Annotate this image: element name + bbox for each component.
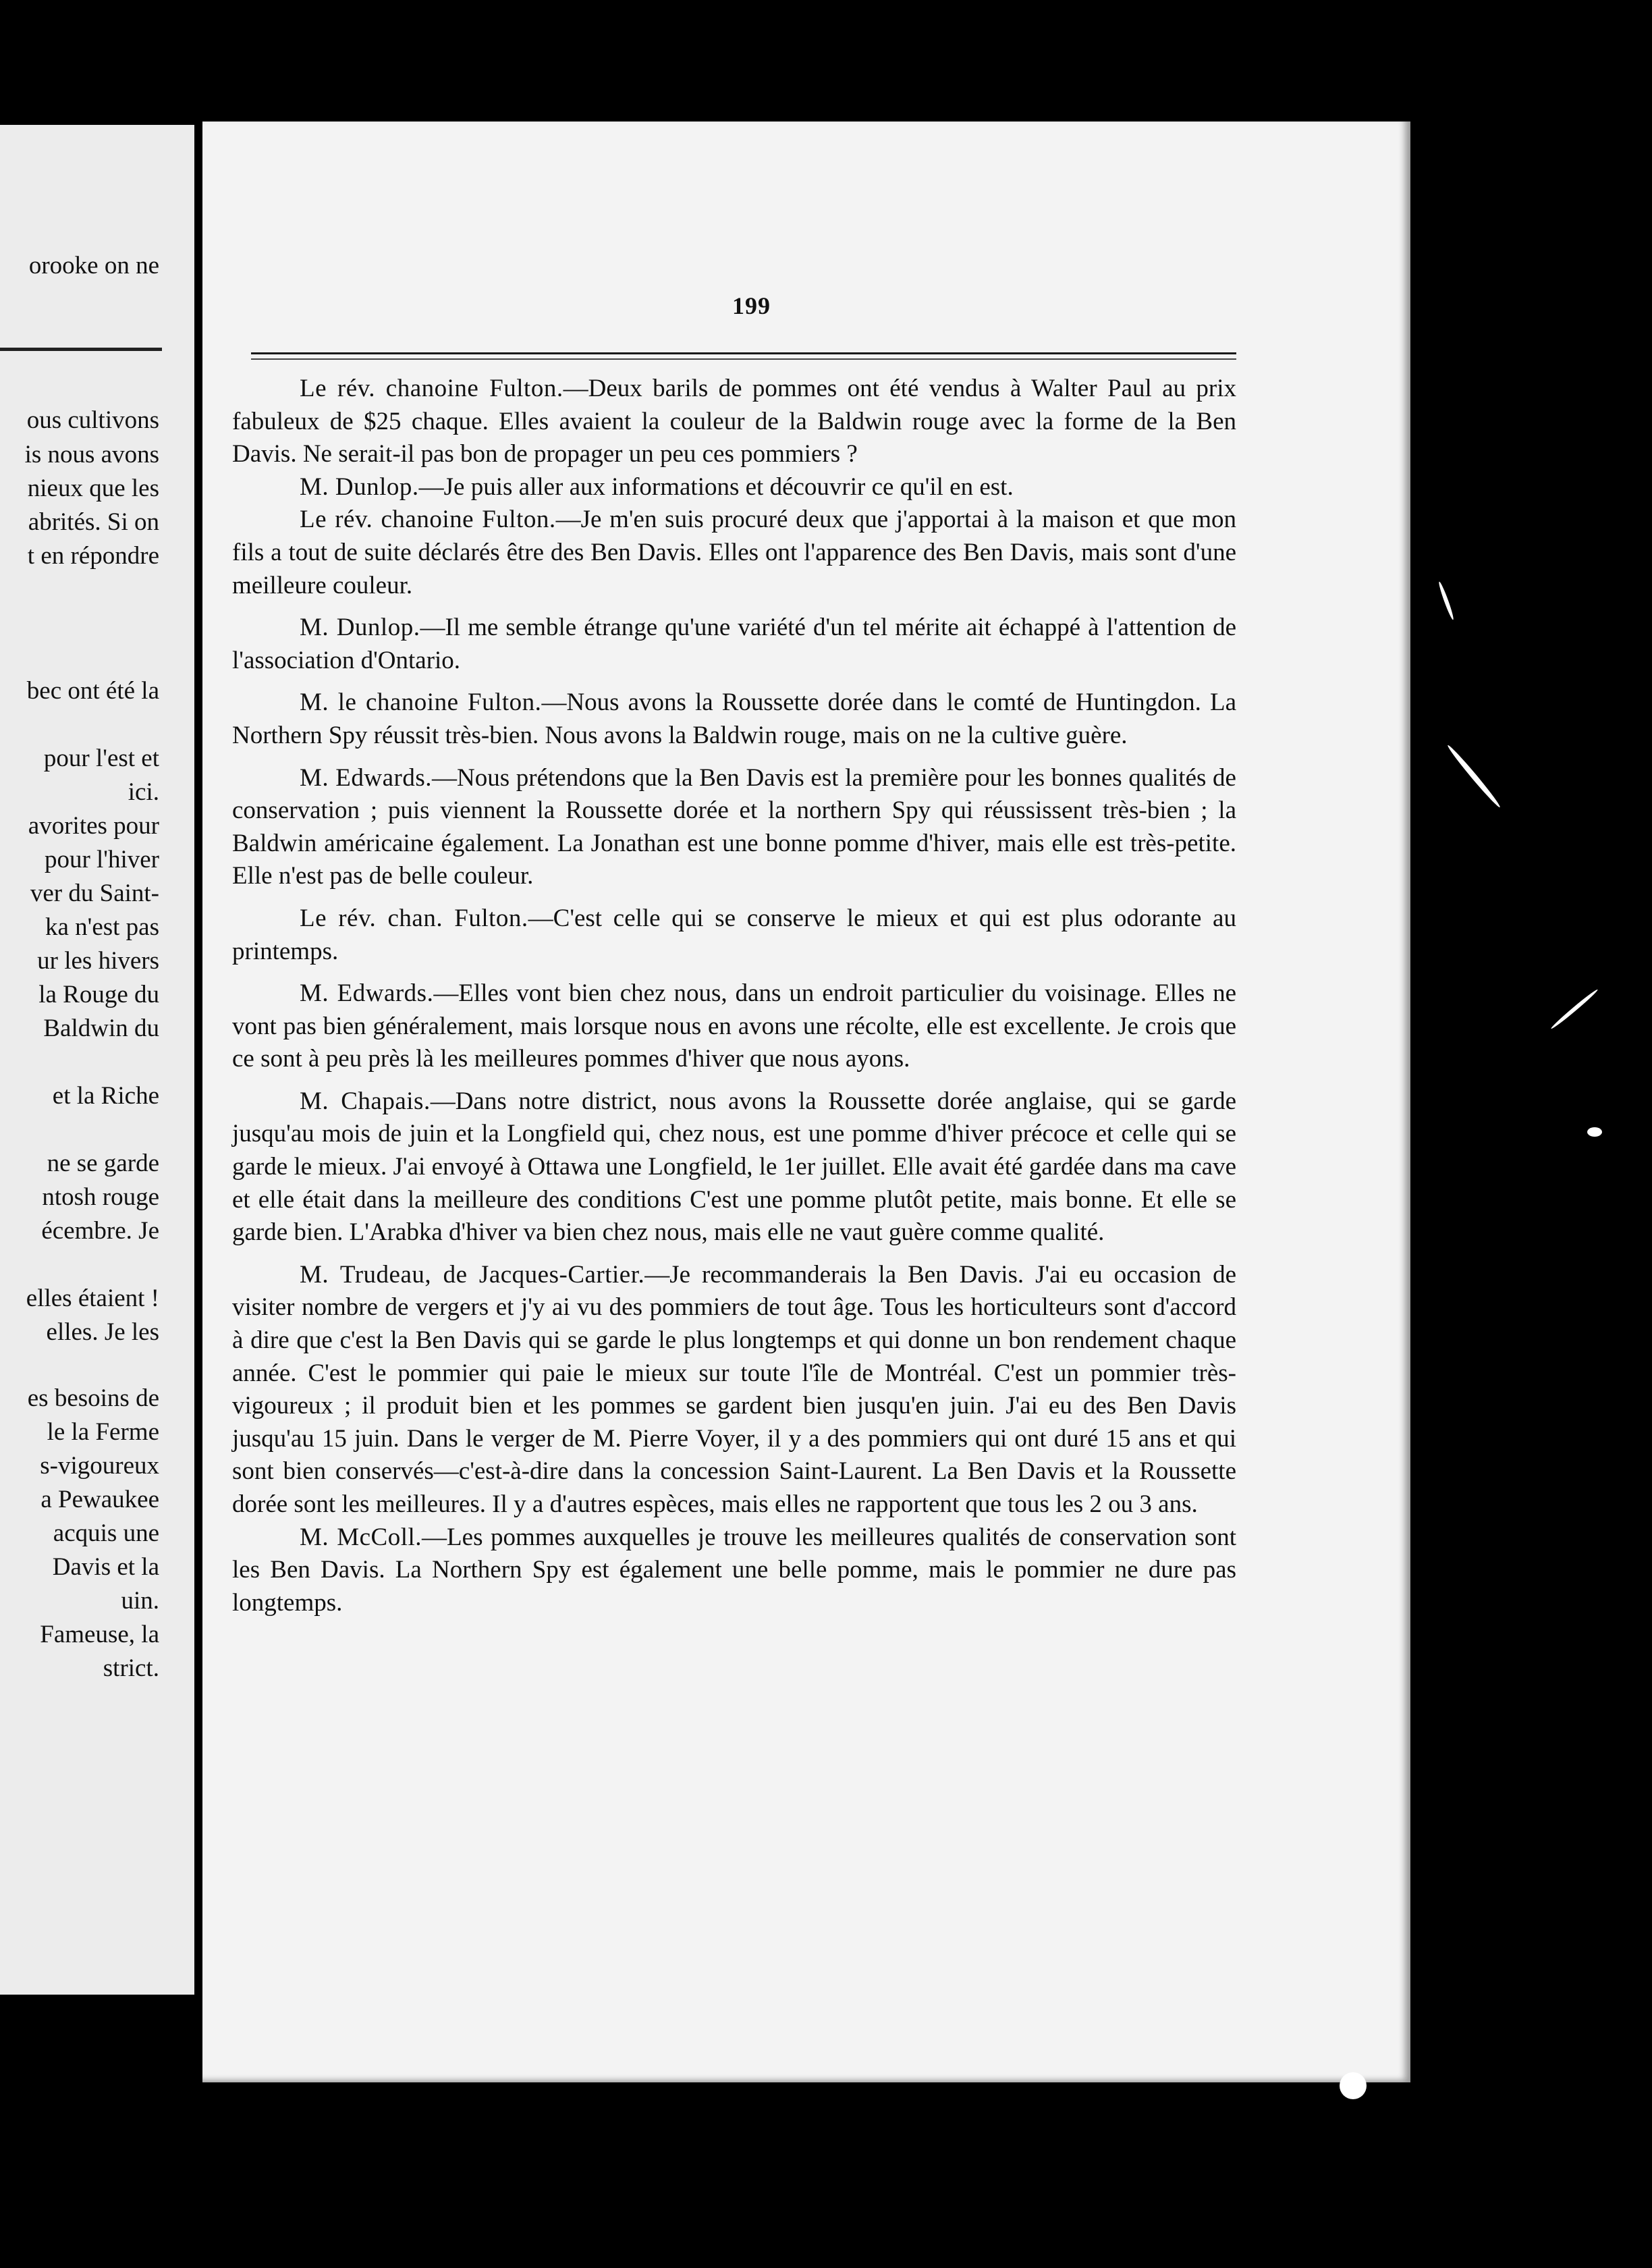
facing-page-line: pour l'est et — [43, 745, 159, 772]
facing-page-line: elles étaient ! — [26, 1285, 159, 1312]
page-number: 199 — [732, 292, 771, 319]
speaker-name: M. Edwards. — [300, 763, 433, 792]
facing-page-line: ur les hivers — [37, 947, 159, 975]
speaker-name: M. Edwards. — [300, 979, 434, 1008]
facing-page-line: t en répondre — [27, 542, 159, 570]
facing-page-line: s-vigoureux — [40, 1452, 159, 1480]
facing-page-line: et la Riche — [52, 1082, 159, 1110]
facing-page-line: nieux que les — [27, 475, 159, 502]
speaker-name: M. Chapais. — [300, 1087, 431, 1115]
facing-page-line: uin. — [121, 1587, 159, 1615]
facing-page-line: le la Ferme — [47, 1418, 159, 1446]
speaker-name: M. Trudeau, de Jacques-Cartier. — [300, 1260, 645, 1289]
dialogue-paragraph — [232, 1259, 1236, 1521]
scan-speck — [1550, 988, 1599, 1030]
facing-page-line: a Pewaukee — [40, 1486, 159, 1513]
speaker-name: Le rév. chanoine Fulton. — [300, 375, 563, 402]
scan-speck — [1587, 1127, 1602, 1137]
paragraph-text: —Nous avons la Roussette dorée dans le comté de Huntingdon. La Northern Spy réussit très-bien. Nous avons la Baldwin rouge, mais on ne la cultive guère. — [232, 688, 1236, 749]
facing-page-line: orooke on ne — [28, 252, 159, 279]
facing-page-line: ver du Saint- — [30, 880, 159, 907]
dialogue-paragraph — [232, 977, 1236, 1076]
dialogue-paragraph — [232, 686, 1236, 752]
facing-page-line: Baldwin du — [43, 1015, 159, 1042]
speaker-name: M. McColl. — [300, 1523, 422, 1551]
dialogue-paragraph — [232, 1521, 1236, 1620]
paragraph-text: —C'est celle qui se conserve le mieux et qui est plus odorante au printemps. — [232, 904, 1236, 965]
facing-page-line: ntosh rouge — [42, 1183, 159, 1211]
facing-page-line: ous cultivons — [26, 406, 159, 434]
facing-page-line: strict. — [103, 1654, 159, 1682]
facing-page-line: is nous avons — [24, 441, 159, 468]
facing-page-line: abrités. Si on — [28, 508, 159, 536]
scan-speck — [1437, 581, 1455, 620]
paragraph-text: —Elles vont bien chez nous, dans un endroit particulier du voisinage. Elles ne vont pas bien généralement, mais lorsque nous en avons une récolte, elle est excellente. Je crois que ce sont à peu près là les meilleures pommes d'hiver que nous ayons. — [232, 979, 1236, 1073]
paragraph-text: —Nous prétendons que la Ben Davis est la première pour les bonnes qualités de conservation ; puis viennent la Roussette dorée et la northern Spy qui réussissent très-bien ; la Baldwin américaine également. La Jonathan est une bonne pomme d'hiver, mais elle est très-petite. Elle n'est pas de belle couleur. — [232, 763, 1236, 890]
facing-page-line: avorites pour — [28, 812, 159, 840]
facing-page-fragment — [0, 125, 194, 1995]
dialogue-paragraph — [232, 1085, 1236, 1249]
facing-page-line: ka n'est pas — [45, 913, 159, 941]
facing-page-line: Fameuse, la — [40, 1621, 159, 1648]
facing-page-line: ici. — [128, 778, 159, 806]
facing-page-line: acquis une — [53, 1519, 159, 1547]
facing-page-rule — [0, 348, 162, 351]
paragraph-text: —Je puis aller aux informations et découvrir ce qu'il en est. — [418, 473, 1014, 501]
scan-speck — [1446, 743, 1502, 809]
facing-page-line: elles. Je les — [46, 1318, 159, 1346]
dialogue-paragraph — [232, 762, 1236, 893]
speaker-name: M. Dunlop. — [300, 473, 419, 501]
scan-speck — [1340, 2072, 1367, 2099]
facing-page-line: ne se garde — [47, 1150, 159, 1177]
paragraph-text: —Il me semble étrange qu'une variété d'un tel mérite ait échappé à l'attention de l'association d'Ontario. — [232, 614, 1237, 674]
header-rule — [251, 352, 1236, 354]
header-rule-secondary — [251, 358, 1236, 360]
facing-page-line: es besoins de — [27, 1384, 159, 1412]
dialogue-paragraph — [232, 471, 1236, 504]
dialogue-paragraph — [232, 504, 1236, 602]
dialogue-paragraph — [232, 373, 1236, 471]
facing-page-line: pour l'hiver — [44, 846, 159, 873]
facing-page-line: écembre. Je — [41, 1217, 159, 1245]
speaker-name: M. le chanoine Fulton. — [300, 688, 542, 717]
paragraph-text: —Deux barils de pommes ont été vendus à Walter Paul au prix fabuleux de $25 chaque. Elles avaient la couleur de la Baldwin rouge avec la forme de la Ben Davis. Ne serait-il pas bon de propager un peu ces pommiers ? — [232, 375, 1236, 468]
speaker-name: M. Dunlop. — [300, 614, 420, 642]
dialogue-paragraph — [232, 612, 1236, 677]
page-body — [232, 373, 1236, 1619]
facing-page-line: la Rouge du — [38, 981, 159, 1008]
speaker-name: Le rév. chan. Fulton. — [300, 904, 528, 932]
paragraph-text: —Dans notre district, nous avons la Roussette dorée anglaise, qui se garde jusqu'au mois de juin et la Longfield qui, chez nous, est une pomme d'hiver précoce et celle qui se garde le mieux. J'ai envoyé à Ottawa une Longfield, le 1er juillet. Elle avait été gardée dans ma cave et elle était dans la meilleure des conditions C'est une pomme plutôt petite, mais bonne. Et elle se garde bien. L'Arabka d'hiver va bien chez nous, mais elle ne vaut guère comme qualité. — [232, 1087, 1236, 1247]
speaker-name: Le rév. chanoine Fulton. — [300, 506, 556, 534]
paragraph-text: —Je recommanderais la Ben Davis. J'ai eu occasion de visiter nombre de vergers et j'y ai vu des pommiers de tout âge. Tous les horticulteurs sont d'accord à dire que c'est la Ben Davis qui se garde le plus longtemps et qui donne un bon rendement chaque année. C'est le pommier qui paie le mieux sur toute l'île de Montréal. C'est un pommier très-vigoureux ; il produit bien et les pommes se gardent bien jusqu'en juin. J'ai eu des Ben Davis jusqu'au 15 juin. Dans le verger de M. Pierre Voyer, il y a des pommiers qui ont duré 15 ans et qui sont bien conservés—c'est-à-dire dans la concession Saint-Laurent. La Ben Davis et la Roussette dorée sont les meilleures. Il y a d'autres espèces, mais elles ne rapportent que tous les 2 ou 3 ans. — [232, 1260, 1236, 1518]
facing-page-line: Davis et la — [52, 1553, 159, 1581]
facing-page-line: bec ont été la — [26, 677, 159, 705]
paragraph-text: —Je m'en suis procuré deux que j'apportai à la maison et que mon fils a tout de suite déclarés être des Ben Davis. Elles ont l'apparence des Ben Davis, mais sont d'une meilleure couleur. — [232, 506, 1236, 599]
dialogue-paragraph — [232, 902, 1236, 968]
paragraph-text: —Les pommes auxquelles je trouve les meilleures qualités de conservation sont les Ben Davis. La Northern Spy est également une belle pomme, mais le pommier ne dure pas longtemps. — [232, 1523, 1236, 1617]
